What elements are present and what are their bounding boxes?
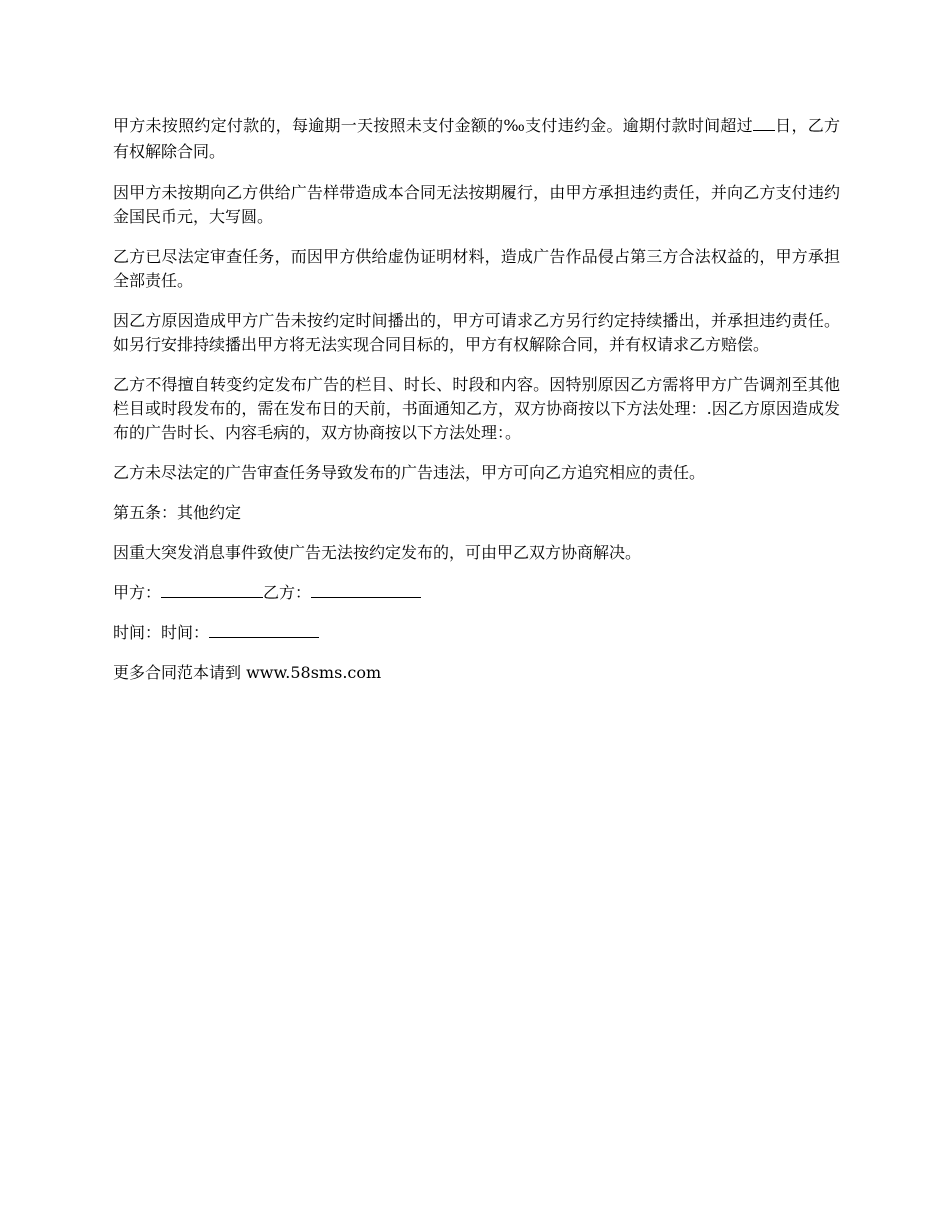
clause-late-payment bbox=[113, 113, 840, 165]
date-label: 时间：时间： bbox=[113, 623, 210, 642]
party-a-signature-blank bbox=[161, 581, 263, 598]
section-heading-article-5: 第五条：其他约定 bbox=[113, 503, 242, 522]
party-b-signature-blank bbox=[311, 581, 421, 598]
date-blank bbox=[209, 621, 319, 638]
clause-false-materials: 乙方已尽法定审查任务，而因甲方供给虚伪证明材料，造成广告作品侵占第三方合法权益的，甲方承担全部责任。 bbox=[113, 247, 840, 290]
clause-force-majeure: 因重大突发消息事件致使广告无法按约定发布的，可由甲乙双方协商解决。 bbox=[113, 543, 642, 562]
days-blank bbox=[753, 114, 775, 131]
clause-schedule-change: 乙方不得擅自转变约定发布广告的栏目、时长、时段和内容。因特别原因乙方需将甲方广告调剂至其他栏目或时段发布的，需在发布日的天前，书面通知乙方，双方协商按以下方法处理：.因乙方原因造成发布的广告时长、内容毛病的，双方协商按以下方法处理：。 bbox=[113, 375, 840, 442]
party-a-label: 甲方： bbox=[113, 583, 162, 602]
clause-broadcast-delay: 因乙方原因造成甲方广告未按约定时间播出的，甲方可请求乙方另行约定持续播出，并承担违约责任。如另行安排持续播出甲方将无法实现合同目标的，甲方有权解除合同，并有权请求乙方赔偿。 bbox=[113, 311, 840, 354]
party-b-label: 乙方： bbox=[263, 583, 312, 602]
clause-sample-delay: 因甲方未按期向乙方供给广告样带造成本合同无法按期履行，由甲方承担违约责任，并向乙方支付违约金国民币元，大写圆。 bbox=[113, 183, 840, 226]
clause-review-duty: 乙方未尽法定的广告审查任务导致发布的广告违法，甲方可向乙方追究相应的责任。 bbox=[113, 463, 706, 482]
clause-late-payment-text-end: 日，乙方有权解除合同。 bbox=[113, 116, 840, 161]
signature-line bbox=[113, 581, 840, 605]
footer-link-text: 更多合同范本请到 www.58sms.com bbox=[113, 663, 382, 682]
document-page bbox=[113, 113, 840, 701]
clause-late-payment-text: 甲方未按照约定付款的，每逾期一天按照未支付金额的‰支付违约金。逾期付款时间超过 bbox=[113, 116, 753, 135]
date-line bbox=[113, 621, 840, 645]
